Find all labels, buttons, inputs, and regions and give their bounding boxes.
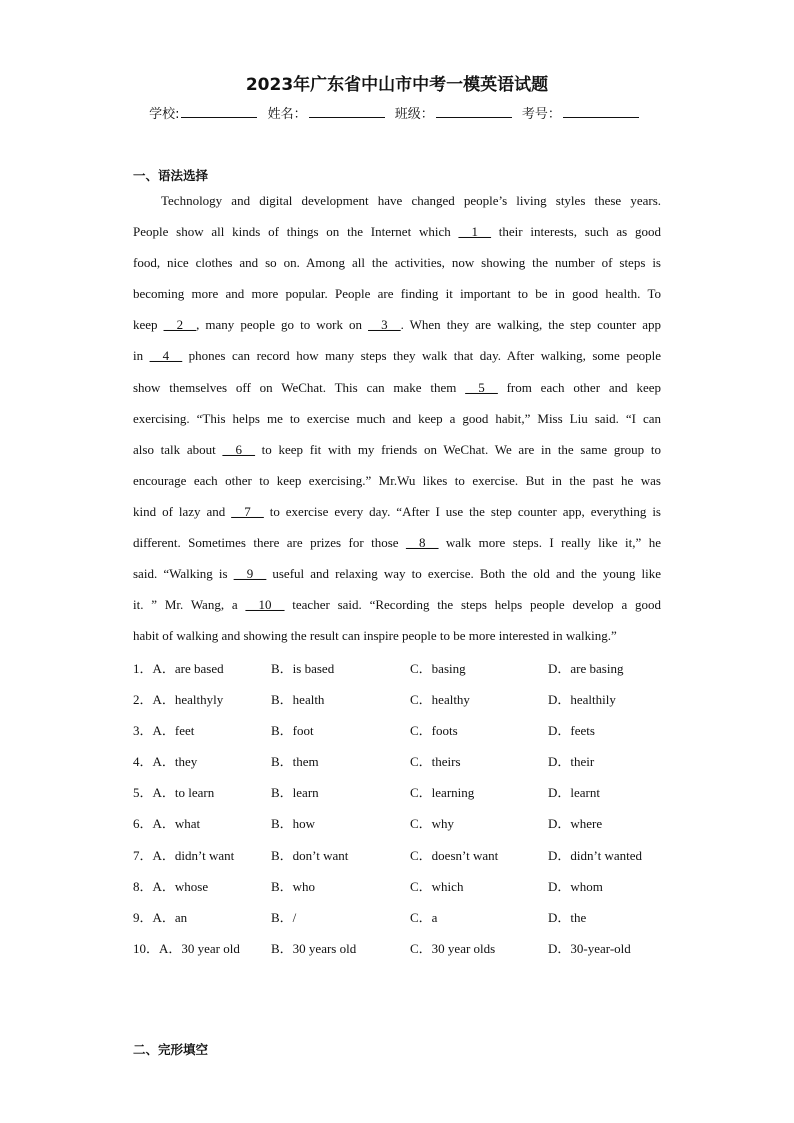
number-blank[interactable]	[563, 105, 639, 118]
passage-text: teacher said. “Recording the steps helps people develop a good	[284, 597, 662, 613]
answer-blank[interactable]: __3__	[368, 317, 401, 333]
class-label: 班级：	[394, 107, 434, 122]
option-d[interactable]: D．the	[548, 909, 587, 925]
passage-text: walk more steps. I really like it,” he	[438, 535, 661, 551]
option-b[interactable]: B．foot	[271, 723, 314, 739]
option-d[interactable]: D．whom	[548, 878, 603, 894]
passage-line	[133, 282, 661, 313]
student-info-line	[0, 103, 794, 122]
option-c[interactable]: C．basing	[410, 661, 466, 676]
answer-blank[interactable]: __7__	[231, 503, 264, 519]
class-blank[interactable]	[436, 105, 512, 118]
passage-text: to exercise every day. “After I use the step counter app, everything is	[263, 503, 661, 519]
option-d[interactable]: D．learnt	[548, 785, 600, 801]
passage-text: becoming more and more popular. People are finding it important to be in good health. To	[133, 286, 661, 302]
passage-text: food, nice clothes and so on. Among all the activities, now showing the number of steps is	[133, 255, 661, 271]
option-b[interactable]: B．how	[271, 816, 316, 832]
passage-text: kind of lazy and	[133, 503, 232, 519]
school-label: 学校:	[149, 107, 180, 122]
option-c[interactable]: C．foots	[410, 723, 458, 739]
passage-text: different. Sometimes there are prizes for those	[133, 535, 406, 551]
question-row	[133, 938, 663, 969]
section-heading-cloze: 二、完形填空	[133, 1042, 209, 1057]
passage-text: to keep fit with my friends on WeChat. We are in the same group to	[254, 441, 661, 457]
passage-line	[133, 376, 661, 407]
option-d[interactable]: D．feets	[548, 723, 595, 739]
passage-text: habit of walking and showing the result can inspire people to be more interested in walking.”	[133, 628, 617, 644]
option-b[interactable]: B．learn	[271, 785, 319, 801]
passage-text: , many people go to work on	[196, 317, 369, 333]
name-label: 姓名：	[267, 107, 307, 122]
option-c[interactable]: C．learning	[410, 785, 475, 801]
question-row	[133, 689, 663, 720]
passage-line	[133, 189, 661, 220]
option-b[interactable]: B．who	[271, 878, 316, 894]
passage-line	[133, 407, 661, 438]
question-row	[133, 782, 663, 813]
passage-text: phones can record how many steps they walk that day. After walking, some people	[182, 348, 661, 364]
answer-blank[interactable]: __4__	[149, 348, 183, 364]
option-d[interactable]: D．where	[548, 816, 603, 832]
option-b[interactable]: B．them	[271, 754, 319, 770]
question-row	[133, 876, 663, 907]
section-heading-grammar: 一、语法选择	[133, 168, 209, 183]
passage-line	[133, 500, 661, 531]
option-a[interactable]: 2．A．healthyly	[133, 692, 224, 708]
option-d[interactable]: D．are basing	[548, 661, 624, 676]
question-row	[133, 658, 663, 689]
option-a[interactable]: 3．A．feet	[133, 723, 195, 739]
passage-line	[133, 624, 661, 655]
passage-line	[133, 220, 661, 251]
option-b[interactable]: B．30 years old	[271, 940, 357, 956]
passage-text: it. ” Mr. Wang, a	[133, 597, 246, 613]
passage-line	[133, 531, 661, 562]
option-b[interactable]: B．is based	[271, 661, 335, 676]
option-b[interactable]: B．/	[271, 909, 297, 925]
question-options	[133, 658, 663, 969]
passage-line	[133, 593, 661, 624]
passage-line	[133, 469, 661, 500]
answer-blank[interactable]: __10__	[245, 597, 285, 613]
option-a[interactable]: 7．A．didn’t want	[133, 847, 235, 863]
answer-blank[interactable]: __9__	[233, 566, 267, 582]
answer-blank[interactable]: __5__	[465, 379, 498, 395]
passage-text: People show all kinds of things on the Internet which	[133, 224, 459, 240]
passage-text: Technology and digital development have changed people’s living styles these years.	[161, 193, 661, 208]
number-label: 考号：	[521, 107, 561, 122]
question-row	[133, 751, 663, 782]
name-blank[interactable]	[309, 105, 385, 118]
option-b[interactable]: B．don’t want	[271, 847, 349, 863]
passage-text: also talk about	[133, 441, 223, 457]
passage-text: . When they are walking, the step counter app	[400, 317, 661, 333]
passage-line	[133, 251, 661, 282]
passage-text: keep	[133, 317, 164, 333]
exam-title: 2023年广东省中山市中考一模英语试题	[245, 75, 549, 95]
school-blank[interactable]	[181, 105, 257, 118]
option-d[interactable]: D．their	[548, 754, 595, 770]
passage-line	[133, 313, 661, 344]
question-row	[133, 845, 663, 876]
passage-text: exercising. “This helps me to exercise much and keep a good habit,” Miss Liu said. “I can	[133, 410, 661, 426]
passage-text: said. “Walking is	[133, 566, 234, 582]
option-c[interactable]: C．doesn’t want	[410, 847, 499, 863]
option-d[interactable]: D．didn’t wanted	[548, 847, 642, 863]
answer-blank[interactable]: __8__	[405, 535, 439, 551]
passage-text: from each other and keep	[497, 379, 662, 395]
question-row	[133, 907, 663, 938]
passage-text: their interests, such as good	[491, 224, 661, 240]
passage-line	[133, 344, 661, 375]
option-c[interactable]: C．theirs	[410, 754, 461, 770]
question-row	[133, 720, 663, 751]
option-a[interactable]: 9．A．an	[133, 909, 188, 925]
passage-line	[133, 438, 661, 469]
passage-line	[133, 562, 661, 593]
option-c[interactable]: C．a	[410, 909, 438, 925]
reading-passage	[133, 189, 661, 655]
option-a[interactable]: 8．A．whose	[133, 878, 209, 894]
passage-text: useful and relaxing way to exercise. Both the old and the young like	[266, 566, 662, 582]
option-a[interactable]: 5．A．to learn	[133, 785, 215, 801]
option-d[interactable]: D．30-year-old	[548, 940, 631, 956]
option-c[interactable]: C．healthy	[410, 692, 470, 708]
option-d[interactable]: D．healthily	[548, 692, 616, 708]
answer-blank[interactable]: __1__	[458, 224, 492, 240]
option-a[interactable]: 1．A．are based	[133, 661, 224, 676]
answer-blank[interactable]: __2__	[163, 317, 197, 333]
option-a[interactable]: 4．A．they	[133, 754, 198, 770]
option-c[interactable]: C．30 year olds	[410, 940, 496, 956]
option-b[interactable]: B．health	[271, 692, 325, 708]
option-c[interactable]: C．which	[410, 878, 464, 894]
passage-text: encourage each other to keep exercising.” Mr.Wu likes to exercise. But in the past he was	[133, 472, 661, 488]
question-row	[133, 813, 663, 844]
passage-text: show themselves off on WeChat. This can make them	[133, 379, 466, 395]
option-c[interactable]: C．why	[410, 816, 455, 832]
passage-text: in	[133, 348, 150, 364]
option-a[interactable]: 6．A．what	[133, 816, 201, 832]
option-a[interactable]: 10．A．30 year old	[133, 940, 240, 956]
answer-blank[interactable]: __6__	[222, 441, 255, 457]
